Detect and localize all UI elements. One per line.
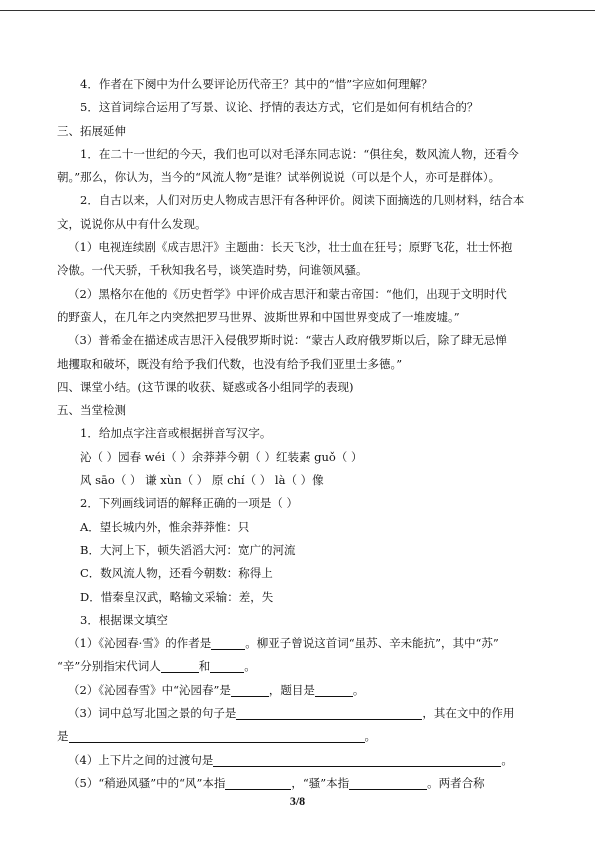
option-b: B．大河上下，顿失滔滔大河：宽广的河流 [80, 542, 296, 557]
section-extension-heading: 三、拓展延伸 [57, 123, 126, 138]
material-1-line-2: 冷傲。一代天骄，千秋知我名号，谈笑造时势，问谁领风骚。 [57, 263, 368, 278]
fill-2-text-b: ，题目是 [268, 682, 315, 697]
fill-1-line-2 [57, 655, 541, 678]
question-4: 4．作者在下阕中为什么要评论历代帝王？其中的“惜”字应如何理解？ [80, 77, 433, 91]
fill-5-text-a: （5）“稍逊风骚”中的“风”本指 [68, 775, 226, 790]
option-a: A．望长城内外，惟余莽莽惟：只 [80, 519, 250, 534]
blank-cipai[interactable] [231, 682, 269, 697]
fill-1-text-d: 和 [198, 659, 211, 674]
fill-2-text-c: 。 [352, 682, 365, 697]
section-test-heading: 五、当堂检测 [57, 403, 126, 418]
blank-title[interactable] [315, 682, 353, 697]
fill-4-text-a: （4）上下片之间的过渡句是 [68, 752, 214, 767]
fill-5-text-c: 。两者合称 [427, 775, 485, 790]
fill-3-text-c: 是 [57, 729, 69, 744]
fill-3-text-b: ，其在文中的作用 [422, 706, 515, 721]
fill-1-text-b: 。柳亚子曾说这首词“虽苏、辛未能抗”，其中“苏” [245, 636, 499, 651]
question-5: 5．这首词综合运用了写景、议论、抒情的表达方式，它们是如何有机结合的？ [80, 100, 479, 115]
blank-poet-xin[interactable] [210, 658, 244, 673]
fill-1-line-1 [57, 632, 541, 655]
blank-transition-sentence[interactable] [213, 752, 501, 767]
test-3-prompt: 3．根据课文填空 [80, 612, 168, 627]
test-2-prompt: 2．下列画线词语的解释正确的一项是（ ） [80, 496, 298, 511]
section-summary-heading: 四、课堂小结。(这节课的收获、疑惑或各小组同学的表现) [57, 379, 354, 394]
fill-4-text-b: 。 [501, 752, 513, 767]
extension-2-line-2: 文，说说你从中有什么发现。 [57, 216, 207, 231]
blank-feng-meaning[interactable] [225, 775, 291, 790]
material-1-line-1: （1）电视连续剧《成吉思汗》主题曲：长天飞沙，壮士血在狂号；原野飞花，壮士怀抱 [68, 240, 513, 255]
blank-poet-su[interactable] [161, 658, 199, 673]
fill-3-line-2 [57, 725, 541, 748]
fill-5-line [57, 772, 541, 795]
material-3-line-2: 地攫取和破坏，既没有给予我们代数，也没有给予我们亚里士多德。” [57, 356, 403, 371]
page-number: 3/8 [289, 794, 306, 808]
pinyin-row-1: 沁（ ）园春 wéi（ ）余莽莽今朝（ ）红装素 guǒ（ ） [80, 449, 363, 464]
extension-1-line-2: 朝。”那么，你认为，当今的“风流人物”是谁？试举例说说（可以是个人，亦可是群体）。 [57, 170, 501, 185]
fill-1-text-a: （1）《沁园春·雪》的作者是 [68, 636, 212, 651]
blank-north-scene-sentence[interactable] [236, 705, 422, 720]
fill-2-text-a: （2）《沁园春雪》中“沁园春”是 [68, 682, 231, 697]
material-3-line-1: （3）普希金在描述成吉思汗入侵俄罗斯时说：“蒙古人政府俄罗斯以后，除了肆无忌惮 [68, 333, 507, 348]
fill-2-line [57, 679, 541, 702]
material-2-line-1: （2）黑格尔在他的《历史哲学》中评价成吉思汗和蒙古帝国：“他们，出现于文明时代 [68, 286, 507, 301]
pinyin-row-2: 风 sāo（ ） 谦 xùn（ ） 原 chí（ ） là（ ）像 [80, 473, 324, 488]
fill-4-line [57, 749, 541, 772]
blank-function[interactable] [69, 728, 365, 743]
fill-5-text-b: ，“骚”本指 [291, 775, 350, 790]
fill-1-text-e: 。 [244, 659, 256, 674]
header-rule [0, 10, 595, 11]
fill-1-text-c: “辛”分别指宋代词人 [57, 659, 161, 674]
test-1-prompt: 1．给加点字注音或根据拼音写汉字。 [80, 426, 272, 441]
worksheet-content [57, 73, 541, 795]
option-c: C．数风流人物，还看今朝数：称得上 [80, 566, 273, 581]
fill-3-text-d: 。 [364, 729, 376, 744]
option-d: D．惜秦皇汉武，略输文采输：差，失 [80, 589, 274, 604]
fill-3-text-a: （3）词中总写北国之景的句子是 [68, 706, 237, 721]
extension-1-line-1: 1．在二十一世纪的今天，我们也可以对毛泽东同志说：“俱往矣，数风流人物，还看今 [80, 146, 519, 161]
blank-sao-meaning[interactable] [349, 775, 427, 790]
blank-author[interactable] [211, 635, 245, 650]
material-2-line-2: 的野蛮人，在几年之内突然把罗马世界、波斯世界和中国世界变成了一堆废墟。” [57, 309, 460, 324]
extension-2-line-1: 2．自古以来，人们对历史人物成吉思汗有各种评价。阅读下面摘选的几则材料，结合本 [80, 193, 525, 208]
fill-3-line-1 [57, 702, 541, 725]
